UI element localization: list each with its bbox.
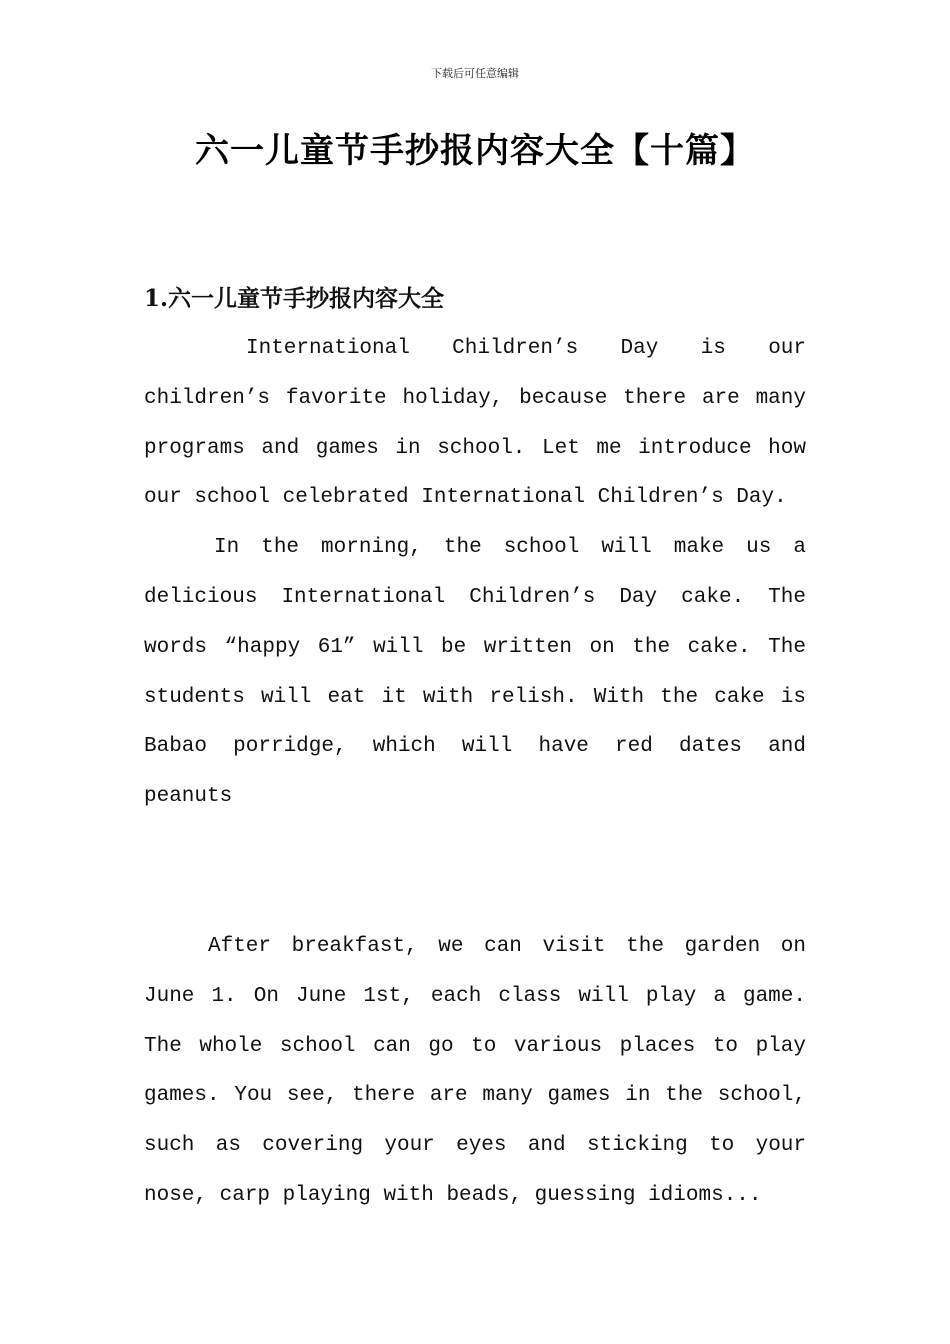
paragraph-morning: In the morning, the school will make us a delicious International Children’s Day cake. The words “happy 61” will be written on the cake. The students will eat it with relish. With the cake is Babao porridge, which will have red dates and peanuts [144,536,806,809]
paragraph-intro: International Children’s Day is our children’s favorite holiday, because there are many programs and games in school. Let me introduce how our school celebrated International Children’s Day. [144,337,806,510]
body-text-block [144,324,806,822]
document-title: 六一儿童节手抄报内容大全【十篇】 [195,131,755,171]
body-text-block [144,922,806,1221]
section-heading: 1.六一儿童节手抄报内容大全 [144,285,445,312]
paragraph-after-breakfast: After breakfast, we can visit the garden on June 1. On June 1st, each class will play a game. The whole school can go to various places to play games. You see, there are many games in the school, such as covering your eyes and sticking to your nose, carp playing with beads, guessing idioms... [144,935,806,1207]
header-note: 下载后可任意编辑 [431,67,519,80]
